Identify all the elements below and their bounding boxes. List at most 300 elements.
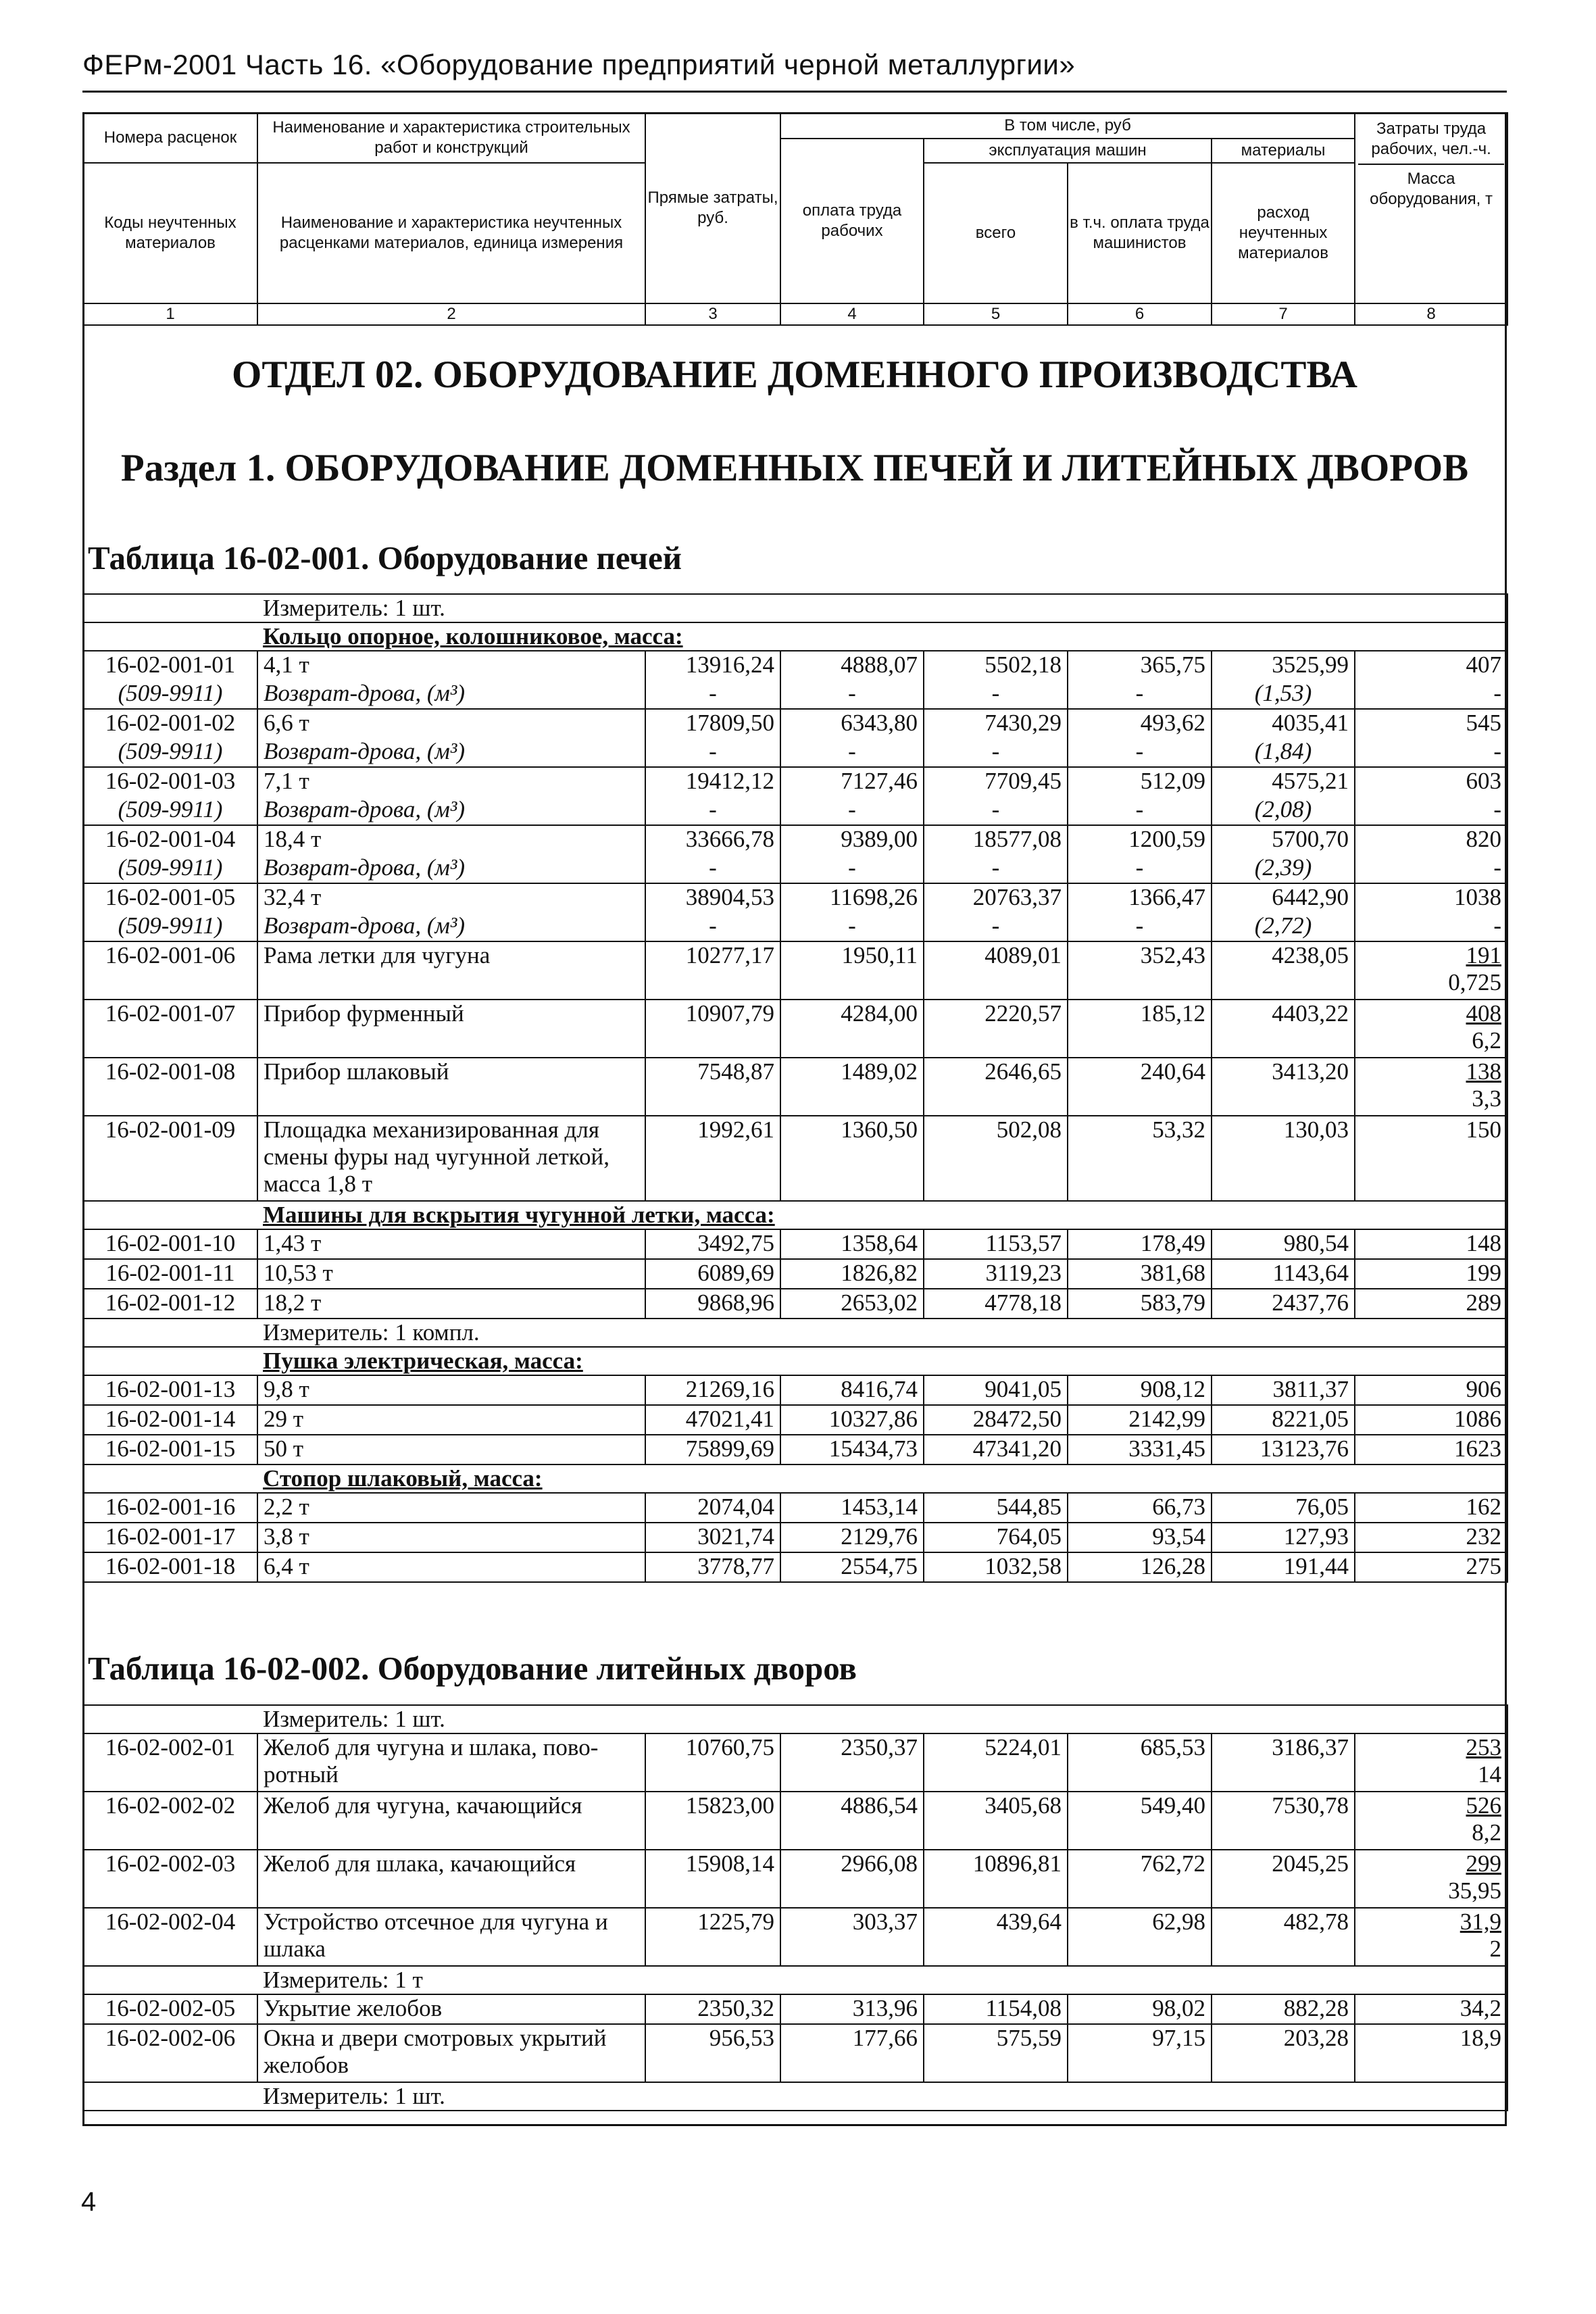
dash: - xyxy=(645,738,780,767)
materials-cost: 980,54 xyxy=(1212,1229,1355,1259)
rate-name-line: Желоб для чугуна и шлака, пово- xyxy=(264,1734,599,1761)
running-head: ФЕРм-2001 Часть 16. «Оборудование предприятий черной металлургии» xyxy=(82,49,1076,80)
direct-cost: 13916,24 xyxy=(645,651,780,680)
rate-name: 9,8 т xyxy=(257,1375,645,1405)
labor-pay: 1950,11 xyxy=(780,941,924,1000)
rate-name: Прибор фурменный xyxy=(257,1000,645,1058)
machines-total: 20763,37 xyxy=(924,883,1068,912)
machines-total: 5502,18 xyxy=(924,651,1068,680)
table-row xyxy=(83,1493,1507,1523)
labor-hours: 526 xyxy=(1466,1792,1501,1819)
labor-hours: 408 xyxy=(1466,1000,1501,1027)
dash: - xyxy=(924,738,1068,767)
labor-pay: 1453,14 xyxy=(780,1493,924,1523)
table-title: Таблица 16-02-001. Оборудование печей xyxy=(88,539,682,576)
table-row xyxy=(83,709,1507,738)
machines-total: 544,85 xyxy=(924,1493,1068,1523)
materials-cost: 8221,05 xyxy=(1212,1405,1355,1435)
rate-name: Укрытие желобов xyxy=(257,1994,645,2024)
dash: - xyxy=(780,854,924,883)
table-row xyxy=(83,1552,1507,1582)
materials-cost: 3186,37 xyxy=(1212,1733,1355,1792)
dash: - xyxy=(1355,796,1507,825)
materials-cost: 203,28 xyxy=(1212,2024,1355,2082)
col2-header-top: Наименование и характеристика строительных работ и конструкций xyxy=(257,113,645,163)
operator-pay: 493,62 xyxy=(1068,709,1212,738)
operator-pay: 583,79 xyxy=(1068,1289,1212,1319)
header-rule xyxy=(82,91,1507,93)
materials-cost: 7530,78 xyxy=(1212,1792,1355,1850)
measure-unit: Измеритель: 1 компл. xyxy=(257,1319,1355,1347)
labor-and-mass xyxy=(1355,1000,1507,1058)
table-row xyxy=(83,1229,1507,1259)
table-row xyxy=(83,1733,1507,1792)
dash: - xyxy=(780,912,924,941)
rate-name: 18,4 т xyxy=(257,825,645,854)
rate-name xyxy=(257,1908,645,1966)
rate-code: 16-02-001-05 xyxy=(83,883,257,912)
operator-pay: 1366,47 xyxy=(1068,883,1212,912)
operator-pay: 185,12 xyxy=(1068,1000,1212,1058)
labor-hours: 1038 xyxy=(1355,883,1507,912)
labor-and-mass xyxy=(1355,1733,1507,1792)
machines-total: 3405,68 xyxy=(924,1792,1068,1850)
labor-hours: 31,9 xyxy=(1460,1909,1501,1935)
equipment-mass: 0,725 xyxy=(1448,969,1501,995)
rate-code: 16-02-001-07 xyxy=(83,1000,257,1058)
direct-cost: 956,53 xyxy=(645,2024,780,2082)
materials-cost: 3525,99 xyxy=(1212,651,1355,680)
rate-name: 3,8 т xyxy=(257,1523,645,1552)
dash: - xyxy=(924,680,1068,709)
table-row xyxy=(83,1523,1507,1552)
machines-total: 3119,23 xyxy=(924,1259,1068,1289)
material-code: (509-9911) xyxy=(83,738,257,767)
col5-header: всего xyxy=(924,163,1068,303)
rate-name: 7,1 т xyxy=(257,767,645,796)
direct-cost: 19412,12 xyxy=(645,767,780,796)
machines-total: 18577,08 xyxy=(924,825,1068,854)
rate-code: 16-02-001-01 xyxy=(83,651,257,680)
measure-unit: Измеритель: 1 шт. xyxy=(257,1705,1355,1733)
equipment-mass: 2 xyxy=(1489,1936,1501,1962)
rate-name: 1,43 т xyxy=(257,1229,645,1259)
labor-pay: 10327,86 xyxy=(780,1405,924,1435)
page-number: 4 xyxy=(81,2187,97,2217)
rate-code: 16-02-002-01 xyxy=(83,1733,257,1792)
col6-header: в т.ч. оплата труда машинистов xyxy=(1068,163,1212,303)
material-qty: (2,72) xyxy=(1212,912,1355,941)
labor-hours: 34,2 xyxy=(1355,1994,1507,2024)
rate-name: 18,2 т xyxy=(257,1289,645,1319)
col8-header-bottom: Масса оборудования, т xyxy=(1370,170,1493,208)
materials-cost: 76,05 xyxy=(1212,1493,1355,1523)
labor-pay: 303,37 xyxy=(780,1908,924,1966)
spacer-cell xyxy=(83,1201,257,1229)
rate-name: 29 т xyxy=(257,1405,645,1435)
materials-cost: 4035,41 xyxy=(1212,709,1355,738)
table-row xyxy=(83,1435,1507,1464)
operator-pay: 3331,45 xyxy=(1068,1435,1212,1464)
machines-total: 502,08 xyxy=(924,1116,1068,1201)
rate-name-line: ротный xyxy=(264,1761,339,1788)
measure-unit: Измеритель: 1 шт. xyxy=(257,2082,1355,2111)
materials-cost: 5700,70 xyxy=(1212,825,1355,854)
rate-code: 16-02-001-17 xyxy=(83,1523,257,1552)
labor-hours: 603 xyxy=(1355,767,1507,796)
materials-cost: 130,03 xyxy=(1212,1116,1355,1201)
labor-pay: 15434,73 xyxy=(780,1435,924,1464)
table-row-sub xyxy=(83,738,1507,767)
labor-pay: 2350,37 xyxy=(780,1733,924,1792)
operator-pay: 97,15 xyxy=(1068,2024,1212,2082)
material-name: Возврат-дрова, (м³) xyxy=(257,854,645,883)
rate-name xyxy=(257,2024,645,2082)
labor-pay: 8416,74 xyxy=(780,1375,924,1405)
dash: - xyxy=(1355,854,1507,883)
labor-pay: 9389,00 xyxy=(780,825,924,854)
operator-pay: 126,28 xyxy=(1068,1552,1212,1582)
dash: - xyxy=(1355,738,1507,767)
col-number: 3 xyxy=(645,303,780,325)
col2-header-bottom: Наименование и характеристика неучтенных расценками материалов, единица измерения xyxy=(257,163,645,303)
dash: - xyxy=(924,854,1068,883)
labor-hours: 18,9 xyxy=(1355,2024,1507,2082)
dash: - xyxy=(780,738,924,767)
table-row xyxy=(83,651,1507,680)
labor-and-mass xyxy=(1355,1850,1507,1908)
rate-name-line: масса 1,8 т xyxy=(264,1171,373,1197)
table-title: Таблица 16-02-002. Оборудование литейных дворов xyxy=(88,1650,857,1687)
measure-unit: Измеритель: 1 т xyxy=(257,1966,1355,1994)
group-heading: Пушка электрическая, масса: xyxy=(257,1347,1355,1375)
dash: - xyxy=(1068,796,1212,825)
labor-and-mass xyxy=(1355,941,1507,1000)
operator-pay: 381,68 xyxy=(1068,1259,1212,1289)
table-row xyxy=(83,1116,1507,1201)
rate-name: 6,6 т xyxy=(257,709,645,738)
material-code: (509-9911) xyxy=(83,854,257,883)
material-code: (509-9911) xyxy=(83,796,257,825)
operator-pay: 53,32 xyxy=(1068,1116,1212,1201)
labor-pay: 2554,75 xyxy=(780,1552,924,1582)
labor-hours: 162 xyxy=(1355,1493,1507,1523)
rate-code: 16-02-001-08 xyxy=(83,1058,257,1116)
direct-cost: 1992,61 xyxy=(645,1116,780,1201)
spacer-cell xyxy=(1355,1705,1507,1733)
labor-pay: 1826,82 xyxy=(780,1259,924,1289)
rate-name xyxy=(257,1116,645,1201)
dash: - xyxy=(780,680,924,709)
rate-name: 6,4 т xyxy=(257,1552,645,1582)
table-row xyxy=(83,1058,1507,1116)
material-qty: (1,53) xyxy=(1212,680,1355,709)
table-row xyxy=(83,1000,1507,1058)
rate-code: 16-02-002-04 xyxy=(83,1908,257,1966)
rates-table-16-02-001 xyxy=(82,593,1508,1583)
labor-pay: 1360,50 xyxy=(780,1116,924,1201)
rate-code: 16-02-001-11 xyxy=(83,1259,257,1289)
direct-cost: 3492,75 xyxy=(645,1229,780,1259)
machines-total: 47341,20 xyxy=(924,1435,1068,1464)
measure-unit: Измеритель: 1 шт. xyxy=(257,594,1355,622)
rate-code: 16-02-001-06 xyxy=(83,941,257,1000)
dash: - xyxy=(1068,912,1212,941)
direct-cost: 15823,00 xyxy=(645,1792,780,1850)
operator-pay: 2142,99 xyxy=(1068,1405,1212,1435)
rate-name-line: желобов xyxy=(264,2052,349,2078)
spacer-cell xyxy=(83,2082,257,2111)
dash: - xyxy=(1355,680,1507,709)
rate-name: 50 т xyxy=(257,1435,645,1464)
dash: - xyxy=(645,912,780,941)
material-name: Возврат-дрова, (м³) xyxy=(257,796,645,825)
rate-name: Рама летки для чугуна xyxy=(257,941,645,1000)
direct-cost: 10760,75 xyxy=(645,1733,780,1792)
table-row xyxy=(83,1289,1507,1319)
machines-total: 764,05 xyxy=(924,1523,1068,1552)
table-row xyxy=(83,1259,1507,1289)
labor-hours: 150 xyxy=(1355,1116,1507,1201)
direct-cost: 10277,17 xyxy=(645,941,780,1000)
rate-name: 4,1 т xyxy=(257,651,645,680)
rate-name-line: Желоб для шлака, качающийся xyxy=(264,1850,576,1877)
rate-code: 16-02-001-03 xyxy=(83,767,257,796)
department-title: ОТДЕЛ 02. ОБОРУДОВАНИЕ ДОМЕННОГО ПРОИЗВОДСТВА xyxy=(232,353,1357,396)
rate-code: 16-02-001-02 xyxy=(83,709,257,738)
rate-code: 16-02-001-09 xyxy=(83,1116,257,1201)
equipment-mass: 6,2 xyxy=(1472,1027,1501,1054)
rate-code: 16-02-002-03 xyxy=(83,1850,257,1908)
rate-code: 16-02-001-14 xyxy=(83,1405,257,1435)
machines-total: 2646,65 xyxy=(924,1058,1068,1116)
col1-header-bottom: Коды неучтенных материалов xyxy=(83,163,257,303)
material-qty: (2,39) xyxy=(1212,854,1355,883)
machines-total: 439,64 xyxy=(924,1908,1068,1966)
labor-hours: 299 xyxy=(1466,1850,1501,1877)
group-heading: Стопор шлаковый, масса: xyxy=(257,1464,1355,1493)
dash: - xyxy=(780,796,924,825)
rate-code: 16-02-001-16 xyxy=(83,1493,257,1523)
col-number: 1 xyxy=(83,303,257,325)
material-name: Возврат-дрова, (м³) xyxy=(257,912,645,941)
material-code: (509-9911) xyxy=(83,680,257,709)
spacer-cell xyxy=(83,622,257,651)
rate-code: 16-02-001-12 xyxy=(83,1289,257,1319)
direct-cost: 47021,41 xyxy=(645,1405,780,1435)
rate-name: 32,4 т xyxy=(257,883,645,912)
equipment-mass: 8,2 xyxy=(1472,1819,1501,1846)
rate-name-line: шлака xyxy=(264,1936,326,1962)
machines-total: 1032,58 xyxy=(924,1552,1068,1582)
operator-pay: 512,09 xyxy=(1068,767,1212,796)
materials-cost: 13123,76 xyxy=(1212,1435,1355,1464)
table-row-sub xyxy=(83,796,1507,825)
rate-code: 16-02-001-15 xyxy=(83,1435,257,1464)
labor-pay: 4888,07 xyxy=(780,651,924,680)
labor-pay: 177,66 xyxy=(780,2024,924,2082)
direct-cost: 3021,74 xyxy=(645,1523,780,1552)
section-title: Раздел 1. ОБОРУДОВАНИЕ ДОМЕННЫХ ПЕЧЕЙ И ЛИТЕЙНЫХ ДВОРОВ xyxy=(120,447,1469,489)
col-number: 2 xyxy=(257,303,645,325)
machines-total: 7709,45 xyxy=(924,767,1068,796)
machines-header: эксплуатация машин xyxy=(924,139,1212,163)
col1-header-top: Номера расценок xyxy=(83,113,257,163)
group-heading: Кольцо опорное, колошниковое, масса: xyxy=(257,622,1355,651)
dash: - xyxy=(645,854,780,883)
table-row xyxy=(83,883,1507,912)
col3-header: Прямые затраты, руб. xyxy=(645,113,780,303)
spacer-cell xyxy=(1355,1464,1507,1493)
rate-name xyxy=(257,1792,645,1850)
table-row xyxy=(83,1994,1507,2024)
spacer-cell xyxy=(1355,1966,1507,1994)
col-number: 6 xyxy=(1068,303,1212,325)
rate-name: 10,53 т xyxy=(257,1259,645,1289)
labor-pay: 7127,46 xyxy=(780,767,924,796)
direct-cost: 15908,14 xyxy=(645,1850,780,1908)
dash: - xyxy=(1068,854,1212,883)
col-number: 4 xyxy=(780,303,924,325)
machines-total: 1153,57 xyxy=(924,1229,1068,1259)
rate-name xyxy=(257,1850,645,1908)
table-row xyxy=(83,1405,1507,1435)
spacer-cell xyxy=(83,1347,257,1375)
labor-hours: 138 xyxy=(1466,1058,1501,1085)
group-heading: Машины для вскрытия чугунной летки, масса: xyxy=(257,1201,1355,1229)
table-row xyxy=(83,1792,1507,1850)
labor-hours: 199 xyxy=(1355,1259,1507,1289)
group-header: В том числе, руб xyxy=(780,113,1355,139)
rate-code: 16-02-001-10 xyxy=(83,1229,257,1259)
operator-pay: 352,43 xyxy=(1068,941,1212,1000)
operator-pay: 66,73 xyxy=(1068,1493,1212,1523)
direct-cost: 33666,78 xyxy=(645,825,780,854)
labor-hours: 407 xyxy=(1355,651,1507,680)
spacer-cell xyxy=(83,1464,257,1493)
spacer-cell xyxy=(83,594,257,622)
spacer-cell xyxy=(1355,1201,1507,1229)
equipment-mass: 14 xyxy=(1478,1761,1501,1788)
labor-and-mass xyxy=(1355,1792,1507,1850)
labor-hours: 232 xyxy=(1355,1523,1507,1552)
machines-total: 10896,81 xyxy=(924,1850,1068,1908)
direct-cost: 10907,79 xyxy=(645,1000,780,1058)
dash: - xyxy=(1355,912,1507,941)
table-row-sub xyxy=(83,854,1507,883)
machines-total: 9041,05 xyxy=(924,1375,1068,1405)
labor-pay: 2129,76 xyxy=(780,1523,924,1552)
operator-pay: 1200,59 xyxy=(1068,825,1212,854)
table-row-sub xyxy=(83,680,1507,709)
labor-hours: 1086 xyxy=(1355,1405,1507,1435)
spacer-cell xyxy=(1355,622,1507,651)
spacer-cell xyxy=(1355,1347,1507,1375)
col4-header: оплата труда рабочих xyxy=(780,139,924,303)
equipment-mass: 35,95 xyxy=(1448,1877,1501,1904)
materials-cost: 482,78 xyxy=(1212,1908,1355,1966)
direct-cost: 3778,77 xyxy=(645,1552,780,1582)
operator-pay: 178,49 xyxy=(1068,1229,1212,1259)
labor-hours: 289 xyxy=(1355,1289,1507,1319)
rate-code: 16-02-002-05 xyxy=(83,1994,257,2024)
dash: - xyxy=(1068,680,1212,709)
machines-total: 2220,57 xyxy=(924,1000,1068,1058)
materials-cost: 6442,90 xyxy=(1212,883,1355,912)
operator-pay: 549,40 xyxy=(1068,1792,1212,1850)
spacer-cell xyxy=(83,1319,257,1347)
materials-cost: 4238,05 xyxy=(1212,941,1355,1000)
materials-cost: 1143,64 xyxy=(1212,1259,1355,1289)
direct-cost: 2074,04 xyxy=(645,1493,780,1523)
materials-cost: 2437,76 xyxy=(1212,1289,1355,1319)
operator-pay: 908,12 xyxy=(1068,1375,1212,1405)
rate-code: 16-02-001-18 xyxy=(83,1552,257,1582)
operator-pay: 762,72 xyxy=(1068,1850,1212,1908)
materials-cost: 2045,25 xyxy=(1212,1850,1355,1908)
dash: - xyxy=(924,912,1068,941)
rate-name-line: Площадка механизированная для xyxy=(264,1116,599,1143)
dash: - xyxy=(924,796,1068,825)
operator-pay: 62,98 xyxy=(1068,1908,1212,1966)
direct-cost: 9868,96 xyxy=(645,1289,780,1319)
labor-hours: 820 xyxy=(1355,825,1507,854)
material-qty: (1,84) xyxy=(1212,738,1355,767)
rate-code: 16-02-002-02 xyxy=(83,1792,257,1850)
machines-total: 28472,50 xyxy=(924,1405,1068,1435)
spacer-cell xyxy=(1355,594,1507,622)
labor-pay: 11698,26 xyxy=(780,883,924,912)
labor-and-mass xyxy=(1355,1058,1507,1116)
direct-cost: 1225,79 xyxy=(645,1908,780,1966)
rate-name: 2,2 т xyxy=(257,1493,645,1523)
labor-hours: 275 xyxy=(1355,1552,1507,1582)
labor-pay: 2653,02 xyxy=(780,1289,924,1319)
table-row xyxy=(83,767,1507,796)
rate-name xyxy=(257,1733,645,1792)
materials-header: материалы xyxy=(1212,139,1355,163)
table-row xyxy=(83,1908,1507,1966)
materials-cost: 3811,37 xyxy=(1212,1375,1355,1405)
table-row xyxy=(83,825,1507,854)
rate-code: 16-02-001-13 xyxy=(83,1375,257,1405)
direct-cost: 6089,69 xyxy=(645,1259,780,1289)
rate-name: Прибор шлаковый xyxy=(257,1058,645,1116)
direct-cost: 2350,32 xyxy=(645,1994,780,2024)
equipment-mass: 3,3 xyxy=(1472,1085,1501,1112)
labor-pay: 1358,64 xyxy=(780,1229,924,1259)
labor-hours: 191 xyxy=(1466,942,1501,968)
rate-code: 16-02-002-06 xyxy=(83,2024,257,2082)
machines-total: 4778,18 xyxy=(924,1289,1068,1319)
labor-hours: 253 xyxy=(1466,1734,1501,1761)
labor-pay: 4284,00 xyxy=(780,1000,924,1058)
operator-pay: 93,54 xyxy=(1068,1523,1212,1552)
labor-pay: 2966,08 xyxy=(780,1850,924,1908)
labor-hours: 545 xyxy=(1355,709,1507,738)
direct-cost: 7548,87 xyxy=(645,1058,780,1116)
direct-cost: 38904,53 xyxy=(645,883,780,912)
labor-hours: 1623 xyxy=(1355,1435,1507,1464)
direct-cost: 17809,50 xyxy=(645,709,780,738)
materials-cost: 127,93 xyxy=(1212,1523,1355,1552)
operator-pay: 98,02 xyxy=(1068,1994,1212,2024)
operator-pay: 685,53 xyxy=(1068,1733,1212,1792)
table-row-sub xyxy=(83,912,1507,941)
material-name: Возврат-дрова, (м³) xyxy=(257,738,645,767)
machines-total: 4089,01 xyxy=(924,941,1068,1000)
operator-pay: 240,64 xyxy=(1068,1058,1212,1116)
